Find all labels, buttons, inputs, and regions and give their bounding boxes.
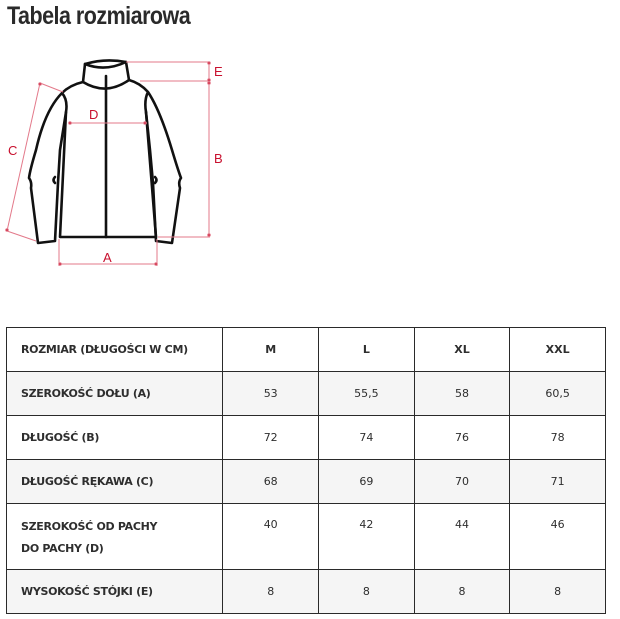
row-label-line1: SZEROKOŚĆ OD PACHY xyxy=(21,519,158,533)
cell-value: 78 xyxy=(510,416,606,460)
jacket-measurement-diagram xyxy=(0,50,250,270)
row-label xyxy=(7,504,223,570)
cell-value: 69 xyxy=(319,460,415,504)
cell-value: 42 xyxy=(319,504,415,570)
table-row xyxy=(7,504,606,570)
label-b: B xyxy=(214,151,223,166)
cell-value: 46 xyxy=(510,504,606,570)
cell-value: 72 xyxy=(223,416,319,460)
cell-value: 44 xyxy=(414,504,510,570)
cell-value: 40 xyxy=(223,504,319,570)
cell-value: 8 xyxy=(223,570,319,614)
table-row xyxy=(7,570,606,614)
row-label: DŁUGOŚĆ (B) xyxy=(7,416,223,460)
cell-value: 68 xyxy=(223,460,319,504)
header-size-xl: XL xyxy=(414,328,510,372)
header-label: ROZMIAR (DŁUGOŚCI W CM) xyxy=(7,328,223,372)
table-header-row xyxy=(7,328,606,372)
cell-value: 76 xyxy=(414,416,510,460)
cell-value: 8 xyxy=(414,570,510,614)
header-size-m: M xyxy=(223,328,319,372)
label-a: A xyxy=(103,250,112,265)
cell-value: 71 xyxy=(510,460,606,504)
size-chart-table xyxy=(6,327,606,614)
cell-value: 58 xyxy=(414,372,510,416)
cell-value: 53 xyxy=(223,372,319,416)
row-label: WYSOKOŚĆ STÓJKI (E) xyxy=(7,570,223,614)
cell-value: 60,5 xyxy=(510,372,606,416)
row-label: SZEROKOŚĆ DOŁU (A) xyxy=(7,372,223,416)
label-c: C xyxy=(8,143,18,158)
label-e: E xyxy=(214,64,223,79)
cell-value: 8 xyxy=(510,570,606,614)
row-label-line2: DO PACHY (D) xyxy=(21,541,104,555)
table-row xyxy=(7,460,606,504)
header-size-xxl: XXL xyxy=(510,328,606,372)
table-row xyxy=(7,416,606,460)
cell-value: 55,5 xyxy=(319,372,415,416)
page-title: Tabela rozmiarowa xyxy=(7,2,191,30)
cell-value: 8 xyxy=(319,570,415,614)
label-d: D xyxy=(89,107,99,122)
header-size-l: L xyxy=(319,328,415,372)
cell-value: 74 xyxy=(319,416,415,460)
cell-value: 70 xyxy=(414,460,510,504)
table-row xyxy=(7,372,606,416)
row-label: DŁUGOŚĆ RĘKAWA (C) xyxy=(7,460,223,504)
